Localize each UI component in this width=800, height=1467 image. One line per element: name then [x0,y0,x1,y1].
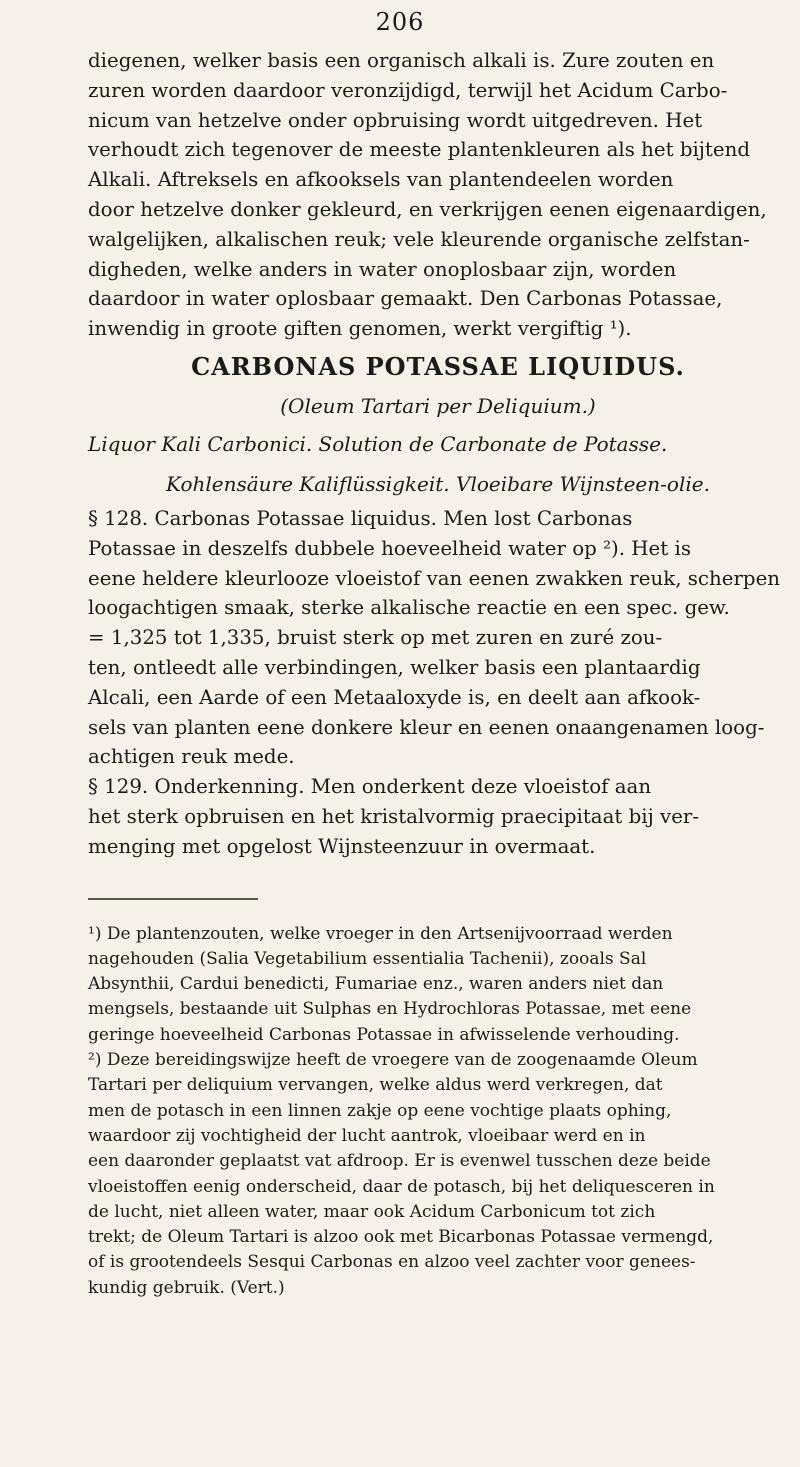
text-line: door hetzelve donker gekleurd, en verkrijgen eenen eigenaardigen, [88,197,767,221]
text-line: diegenen, welker basis een organisch alkali is. Zure zouten en [88,49,715,72]
section-subheading: (Oleum Tartari per Deliquium.) [280,393,596,418]
text-line: verhoudt zich tegenover de meeste plantenkleuren als het bijtend [88,138,750,162]
footnote-line: een daaronder geplaatst vat afdroop. Er is evenwel tusschen deze beide [88,1151,711,1172]
footnote-line: Tartari per deliquium vervangen, welke aldus werd verkregen, dat [88,1075,663,1096]
footnote-line: of is grootendeels Sesqui Carbonas en alzoo veel zachter voor genees- [88,1252,696,1273]
text-line: Potassae in deszelfs dubbele hoeveelheid water op ²). Het is [88,536,691,560]
section-paragraphs [88,504,788,862]
text-line: menging met opgelost Wijnsteenzuur in overmaat. [88,834,596,858]
text-line: § 129. Onderkenning. Men onderkent deze vloeistof aan [88,775,652,799]
text-line: Alkali. Aftreksels en afkooksels van plantendeelen worden [88,168,674,192]
text-line: achtigen reuk mede. [88,745,295,769]
text-line: digheden, welke anders in water onoplosbaar zijn, worden [88,257,677,281]
page-number: 206 [375,8,425,36]
footnote-line: geringe hoeveelheid Carbonas Potassae in afwisselende verhouding. [88,1024,680,1045]
text-line: Alcali, een Aarde of een Metaaloxyde is, en deelt aan afkook- [88,685,701,709]
text-line: eene heldere kleurlooze vloeistof van eenen zwakken reuk, scherpen [88,566,781,590]
text-line: inwendig in groote giften genomen, werkt vergiftig ¹). [88,317,632,341]
text-line: daardoor in water oplosbaar gemaakt. Den Carbonas Potassae, [88,287,723,311]
text-line: nicum van hetzelve onder opbruising wordt uitgedreven. Het [88,108,703,132]
footnote-divider [88,898,258,900]
text-line: ten, ontleedt alle verbindingen, welker basis een plantaardig [88,655,701,679]
footnotes [88,922,788,1301]
footnote-line: ¹) De plantenzouten, welke vroeger in den Artsenijvoorraad werden [88,923,673,944]
intro-paragraph [88,46,788,344]
footnote-line: Absynthii, Cardui benedicti, Fumariae enz., waren anders niet dan [88,974,664,995]
text-line: = 1,325 tot 1,335, bruist sterk op met zuren en zuré zou- [88,626,663,650]
footnote-line: nagehouden (Salia Vegetabilium essentialia Tachenii), zooals Sal [88,948,647,969]
text-line: § 128. Carbonas Potassae liquidus. Men lost Carbonas [88,506,633,530]
text-line: het sterk opbruisen en het kristalvormig praecipitaat bij ver- [88,804,700,828]
text-line: zuren worden daardoor veronzijdigd, terwijl het Acidum Carbo- [88,78,728,102]
text-line: sels van planten eene donkere kleur en eenen onaangenamen loog- [88,715,765,739]
footnote-line: ²) Deze bereidingswijze heeft de vroegere van de zoogenaamde Oleum [88,1050,698,1071]
text-line: walgelijken, alkalischen reuk; vele kleurende organische zelfstan- [88,227,750,251]
section-heading: CARBONAS POTASSAE LIQUIDUS. [191,351,685,381]
footnote-line: trekt; de Oleum Tartari is alzoo ook met Bicarbonas Potassae vermengd, [88,1227,714,1248]
synonyms-line-2: Kohlensäure Kaliflüssigkeit. Vloeibare Wijnsteen-olie. [166,471,710,496]
footnote-line: kundig gebruik. (Vert.) [88,1277,285,1298]
footnote-line: waardoor zij vochtigheid der lucht aantrok, vloeibaar werd en in [88,1125,646,1146]
text-line: loogachtigen smaak, sterke alkalische reactie en een spec. gew. [88,596,730,620]
footnote-line: vloeistoffen eenig onderscheid, daar de potasch, bij het deliquesceren in [88,1176,715,1197]
synonyms-line-1: Liquor Kali Carbonici. Solution de Carbonate de Potasse. [88,431,668,456]
footnote-line: de lucht, niet alleen water, maar ook Acidum Carbonicum tot zich [88,1201,656,1222]
page-body [88,46,788,1301]
footnote-line: men de potasch in een linnen zakje op eene vochtige plaats ophing, [88,1100,672,1121]
footnote-line: mengsels, bestaande uit Sulphas en Hydrochloras Potassae, met eene [88,999,692,1020]
